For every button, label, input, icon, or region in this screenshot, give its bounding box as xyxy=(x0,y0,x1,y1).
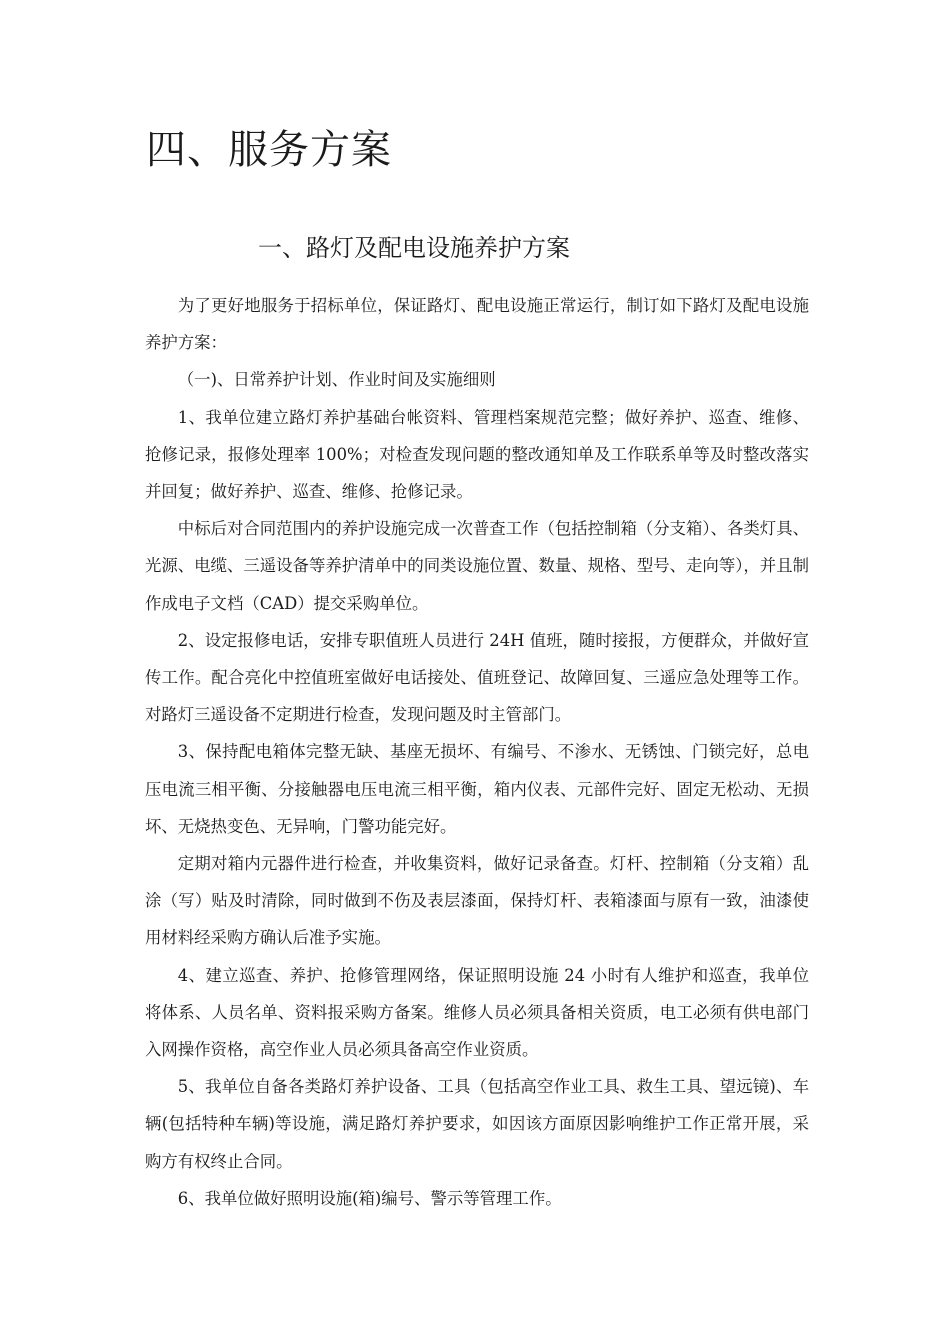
paragraph-intro: 为了更好地服务于招标单位，保证路灯、配电设施正常运行，制订如下路灯及配电设施养护方案： xyxy=(145,296,809,353)
paragraph-item-4: 4、建立巡查、养护、抢修管理网络，保证照明设施 24 小时有人维护和巡查，我单位将体系、人员名单、资料报采购方备案。维修人员必须具备相关资质，电工必须有供电部门入网操作资格，高空作业人员必须具备高空作业资质。 xyxy=(145,965,809,1060)
paragraph-item-5: 5、我单位自备各类路灯养护设备、工具（包括高空作业工具、救生工具、望远镜)、车辆(包括特种车辆)等设施，满足路灯养护要求，如因该方面原因影响维护工作正常开展，采购方有权终止合同。 xyxy=(145,1077,809,1171)
paragraph-item-2: 2、设定报修电话，安排专职值班人员进行 24H 值班，随时接报，方便群众，并做好宣传工作。配合亮化中控值班室做好电话接处、值班登记、故障回复、三遥应急处理等工作。对路灯三遥设备不定期进行检查，发现问题及时主管部门。 xyxy=(145,630,809,725)
paragraph-item-6: 6、我单位做好照明设施(箱)编号、警示等管理工作。 xyxy=(177,1188,562,1208)
paragraph-survey: 中标后对合同范围内的养护设施完成一次普查工作（包括控制箱（分支箱）、各类灯具、光源、电缆、三遥设备等养护清单中的同类设施位置、数量、规格、型号、走向等），并且制作成电子文档（CAD）提交采购单位。 xyxy=(145,519,809,613)
paragraph-inspection: 定期对箱内元器件进行检查，并收集资料，做好记录备查。灯杆、控制箱（分支箱）乱涂（写）贴及时清除，同时做到不伤及表层漆面，保持灯杆、表箱漆面与原有一致，油漆使用材料经采购方确认后准予实施。 xyxy=(145,854,809,948)
paragraph-item-1: 1、我单位建立路灯养护基础台帐资料、管理档案规范完整；做好养护、巡查、维修、抢修记录，报修处理率 100%；对检查发现问题的整改通知单及工作联系单等及时整改落实并回复；做好养护、巡查、维修、抢修记录。 xyxy=(145,407,809,502)
paragraph-subheading: （一)、日常养护计划、作业时间及实施细则 xyxy=(177,370,496,390)
section-heading: 一、路灯及配电设施养护方案 xyxy=(258,234,570,262)
paragraph-item-3: 3、保持配电箱体完整无缺、基座无损坏、有编号、不渗水、无锈蚀、门锁完好，总电压电流三相平衡、分接触器电压电流三相平衡，箱内仪表、元部件完好、固定无松动、无损坏、无烧热变色、无异响，门警功能完好。 xyxy=(145,742,809,836)
document-title: 四、服务方案 xyxy=(146,127,392,173)
document-body xyxy=(145,287,809,1217)
